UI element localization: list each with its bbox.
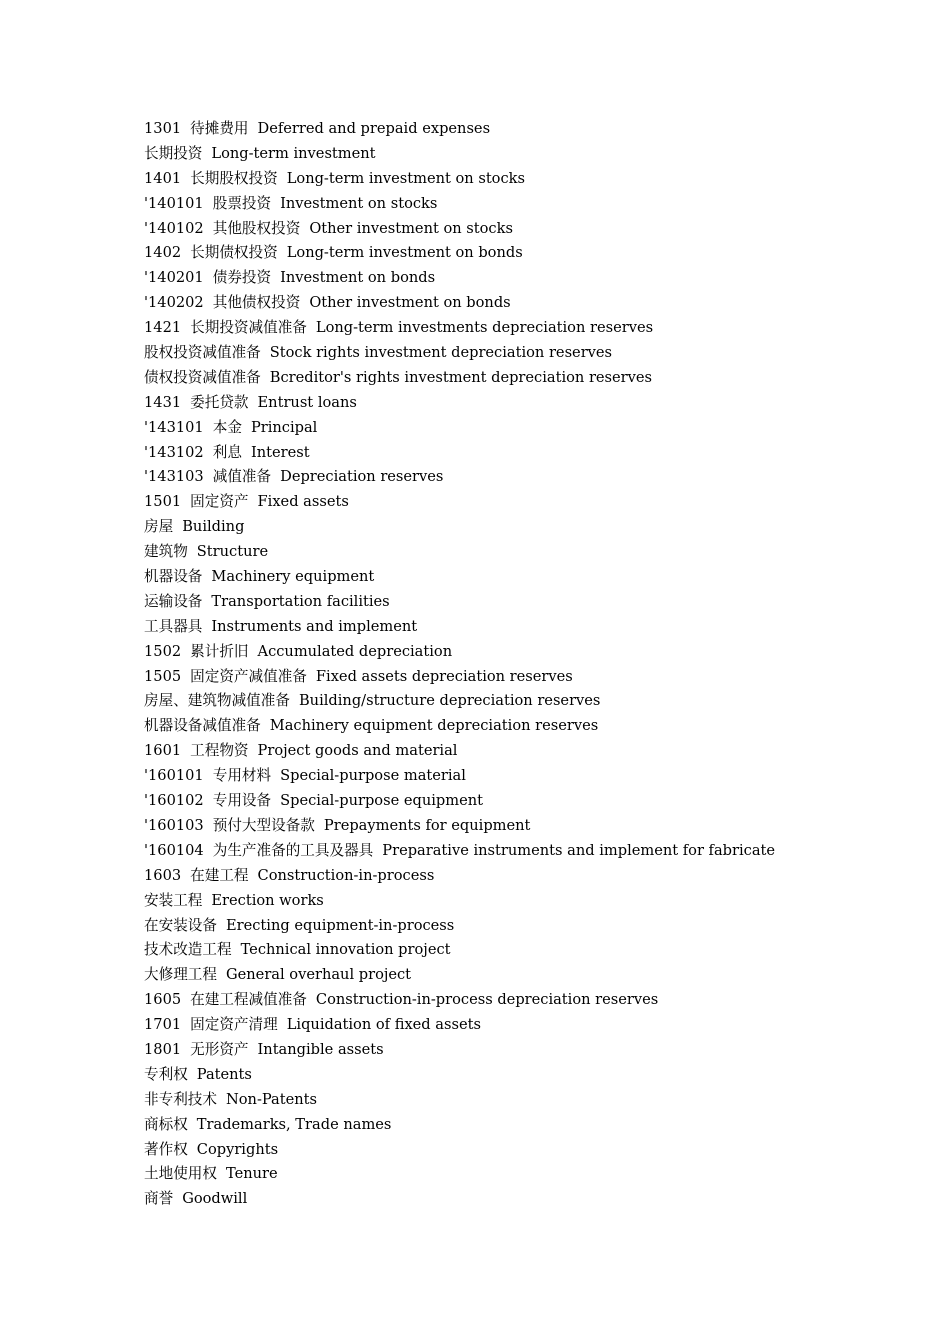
account-name-english: Trademarks, Trade names [196,1115,392,1133]
account-code: 1401 [144,169,182,187]
account-name-chinese: 机器设备减值准备 [144,717,261,735]
account-entry [144,839,775,864]
account-name-chinese: 债券投资 [212,269,272,287]
account-entry [144,391,775,416]
account-name-chinese: 为生产准备的工具及器具 [212,841,374,859]
account-entry [144,465,775,490]
account-name-chinese: 累计折旧 [190,642,249,660]
account-name-chinese: 长期股权投资 [190,169,278,187]
account-name-english: Patents [196,1065,252,1083]
account-code: '160104 [144,841,204,859]
account-code: 1601 [144,742,182,760]
account-name-chinese: 安装工程 [144,891,203,909]
account-name-chinese: 技术改造工程 [144,941,232,959]
account-name-chinese: 商誉 [144,1190,174,1208]
account-name-english: Bcreditor's rights investment depreciation reserves [269,368,653,386]
account-name-english: Machinery equipment [211,568,375,586]
account-entry [144,540,775,565]
account-name-english: Entrust loans [257,393,357,411]
account-code: '143103 [144,468,204,486]
account-name-chinese: 本金 [212,418,242,436]
account-name-english: Preparative instruments and implement for fabricate [382,841,776,859]
account-name-english: Machinery equipment depreciation reserves [269,717,599,735]
account-name-chinese: 长期投资 [144,144,203,162]
account-name-chinese: 著作权 [144,1140,188,1158]
account-name-chinese: 预付大型设备款 [212,816,315,834]
account-name-english: Other investment on stocks [309,219,513,237]
account-name-english: General overhaul project [225,966,412,984]
account-name-chinese: 固定资产清理 [190,1016,278,1034]
account-name-english: Principal [250,418,318,436]
account-entry [144,117,775,142]
account-name-english: Liquidation of fixed assets [286,1016,481,1034]
account-code: '143101 [144,418,204,436]
account-name-chinese: 无形资产 [190,1040,249,1058]
account-name-english: Structure [196,543,269,561]
account-name-chinese: 工程物资 [190,742,249,760]
account-name-chinese: 商标权 [144,1115,188,1133]
account-entry [144,515,775,540]
account-name-english: Long-term investment on bonds [286,244,523,262]
account-entry [144,316,775,341]
account-name-chinese: 专用材料 [212,767,272,785]
account-name-english: Building [182,518,245,536]
account-entry [144,615,775,640]
account-code: 1402 [144,244,182,262]
account-entry [144,640,775,665]
account-entry [144,366,775,391]
account-entry [144,988,775,1013]
account-name-chinese: 房屋 [144,518,174,536]
account-list [144,117,775,1212]
account-code: 1701 [144,1016,182,1034]
account-name-english: Long-term investments depreciation reserves [315,319,654,337]
account-name-chinese: 建筑物 [144,543,188,561]
account-name-english: Construction-in-process [257,866,435,884]
account-name-chinese: 土地使用权 [144,1165,217,1183]
account-entry [144,266,775,291]
account-entry [144,914,775,939]
account-code: '160103 [144,816,204,834]
account-entry [144,963,775,988]
account-entry [144,416,775,441]
account-entry [144,889,775,914]
account-name-english: Project goods and material [257,742,458,760]
account-name-english: Transportation facilities [211,592,390,610]
account-code: '140101 [144,194,204,212]
account-name-english: Building/structure depreciation reserves [298,692,601,710]
account-name-english: Long-term investment on stocks [286,169,525,187]
account-entry [144,1187,775,1212]
account-name-chinese: 债权投资减值准备 [144,368,261,386]
account-name-english: Non-Patents [225,1090,317,1108]
account-name-english: Erecting equipment-in-process [225,916,455,934]
account-name-english: Special-purpose equipment [280,792,483,810]
account-entry [144,565,775,590]
account-name-english: Investment on bonds [280,269,436,287]
account-name-chinese: 股票投资 [212,194,272,212]
account-name-english: Other investment on bonds [309,294,511,312]
account-name-chinese: 待摊费用 [190,120,249,137]
account-name-chinese: 长期债权投资 [190,244,278,262]
account-name-english: Intangible assets [257,1040,384,1058]
account-code: 1801 [144,1040,182,1058]
account-entry [144,142,775,167]
account-name-chinese: 机器设备 [144,568,203,586]
account-name-english: Prepayments for equipment [323,816,531,834]
account-name-english: Erection works [211,891,324,909]
account-entry [144,1162,775,1187]
account-name-english: Instruments and implement [211,617,418,635]
account-entry [144,814,775,839]
account-entry [144,938,775,963]
account-code: '143102 [144,443,204,461]
account-name-english: Copyrights [196,1140,279,1158]
account-name-chinese: 在安装设备 [144,916,217,934]
account-code: 1501 [144,493,182,511]
account-entry [144,217,775,242]
account-entry [144,689,775,714]
account-entry [144,864,775,889]
account-name-chinese: 专利权 [144,1065,188,1083]
account-entry [144,1138,775,1163]
account-entry [144,665,775,690]
account-name-english: Goodwill [182,1190,248,1208]
account-name-english: Special-purpose material [280,767,466,785]
account-name-chinese: 专用设备 [212,792,272,810]
account-name-english: Deferred and prepaid expenses [257,120,491,137]
account-name-english: Fixed assets depreciation reserves [315,667,573,685]
account-name-english: Tenure [225,1165,278,1183]
account-name-chinese: 其他债权投资 [212,294,301,312]
account-entry [144,1013,775,1038]
account-entry [144,1113,775,1138]
account-entry [144,764,775,789]
account-name-chinese: 其他股权投资 [212,219,301,237]
account-code: 1605 [144,991,182,1009]
account-name-chinese: 固定资产 [190,493,249,511]
account-name-chinese: 固定资产减值准备 [190,667,307,685]
account-name-chinese: 非专利技术 [144,1090,217,1108]
account-entry [144,590,775,615]
account-name-chinese: 房屋、建筑物减值准备 [144,692,290,710]
account-code: 1431 [144,393,182,411]
account-name-english: Depreciation reserves [280,468,444,486]
account-name-chinese: 工具器具 [144,617,203,635]
account-name-chinese: 运输设备 [144,592,203,610]
account-code: '140202 [144,294,204,312]
account-name-english: Accumulated depreciation [257,642,453,660]
account-code: 1505 [144,667,182,685]
account-name-chinese: 长期投资减值准备 [190,319,307,337]
account-name-english: Long-term investment [211,144,376,162]
account-entry [144,1063,775,1088]
account-code: '160102 [144,792,204,810]
account-entry [144,714,775,739]
account-name-english: Investment on stocks [280,194,438,212]
account-name-english: Stock rights investment depreciation reserves [269,344,613,362]
account-entry [144,1038,775,1063]
account-entry [144,441,775,466]
account-entry [144,291,775,316]
account-name-chinese: 股权投资减值准备 [144,344,261,362]
account-name-english: Technical innovation project [240,941,451,959]
account-name-english: Fixed assets [257,493,349,511]
account-code: 1502 [144,642,182,660]
account-entry [144,490,775,515]
account-entry [144,341,775,366]
account-entry [144,739,775,764]
account-code: '140201 [144,269,204,287]
account-code: 1301 [144,120,182,137]
account-entry [144,192,775,217]
account-name-english: Construction-in-process depreciation reserves [315,991,659,1009]
account-code: '160101 [144,767,204,785]
account-entry [144,789,775,814]
account-name-chinese: 委托贷款 [190,393,249,411]
account-entry [144,167,775,192]
account-name-chinese: 利息 [212,443,242,461]
account-name-chinese: 大修理工程 [144,966,217,984]
account-name-chinese: 在建工程 [190,866,249,884]
account-code: '140102 [144,219,204,237]
account-name-chinese: 在建工程减值准备 [190,991,307,1009]
account-code: 1421 [144,319,182,337]
account-name-chinese: 减值准备 [212,468,272,486]
account-entry [144,241,775,266]
account-name-english: Interest [250,443,310,461]
account-entry [144,1088,775,1113]
account-code: 1603 [144,866,182,884]
